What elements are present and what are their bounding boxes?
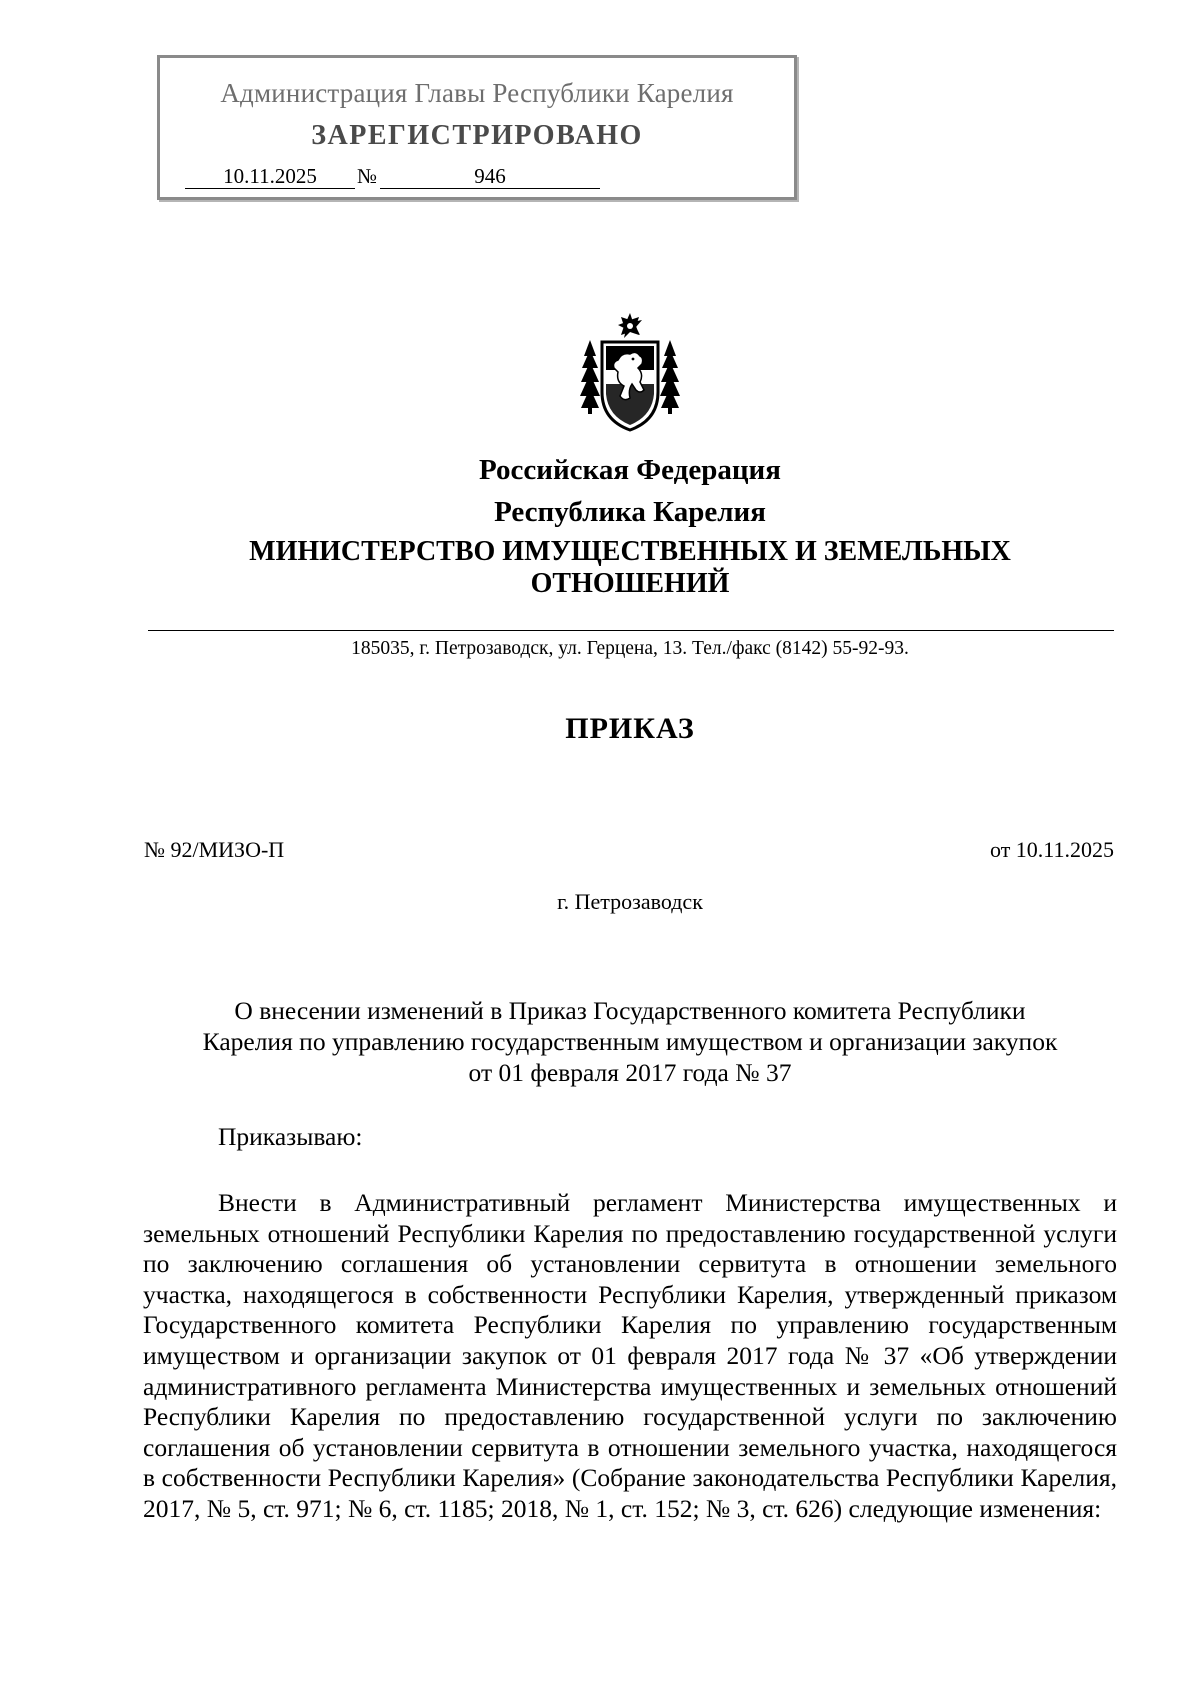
order-body-paragraph: Внести в Административный регламент Министерства имущественных и земельных отношений Республики Карелия по предоставлению государственной услуги по заключению соглашения об установлении сервитута в отношении земельного участка, находящегося в собственности Республики Карелия, утвержденный приказом Государственного комитета Республики Карелия по управлению государственным имуществом и организации закупок от 01 февраля 2017 года № 37 «Об утверждении административного регламента Министерства имущественных и земельных отношений Республики Карелия по предоставлению государственной услуги по заключению соглашения об установлении сервитута в отношении земельного участка, находящегося в собственности Республики Карелия» (Собрание законодательства Республики Карелия, 2017, № 5, ст. 971; № 6, ст. 1185; 2018, № 1, ст. 152; № 3, ст. 626) следующие изменения: <box>143 1188 1117 1523</box>
header-ministry-line1: МИНИСТЕРСТВО ИМУЩЕСТВЕННЫХ И ЗЕМЕЛЬНЫХ <box>249 536 1011 567</box>
header-country: Российская Федерация <box>479 454 781 486</box>
order-title <box>142 995 1118 1088</box>
document-type: ПРИКАЗ <box>565 712 695 745</box>
order-title-line1: О внесении изменений в Приказ Государственного комитета Республики <box>234 996 1026 1025</box>
order-city: г. Петрозаводск <box>557 889 703 914</box>
stamp-authority: Администрация Главы Республики Карелия <box>220 78 734 108</box>
stamp-number: 946 <box>380 164 600 189</box>
header-ministry <box>140 536 1120 600</box>
header-address: 185035, г. Петрозаводск, ул. Герцена, 13. Тел./факс (8142) 55-92-93. <box>351 638 909 659</box>
registration-stamp <box>157 55 797 200</box>
order-title-line2: Карелия по управлению государственным имуществом и организации закупок <box>202 1027 1058 1056</box>
stamp-date: 10.11.2025 <box>185 164 355 189</box>
order-directive: Приказываю: <box>218 1122 363 1151</box>
order-date: от 10.11.2025 <box>989 837 1114 862</box>
stamp-registration-line <box>185 164 600 189</box>
order-number: № 92/МИЗО-П <box>144 837 285 862</box>
header-divider <box>148 630 1114 631</box>
stamp-status: ЗАРЕГИСТРИРОВАНО <box>311 120 643 151</box>
stamp-number-sign: № <box>357 164 378 188</box>
coat-of-arms-icon <box>578 312 682 436</box>
header-republic: Республика Карелия <box>494 496 766 528</box>
order-title-line3: от 01 февраля 2017 года № 37 <box>468 1058 792 1087</box>
header-ministry-line2: ОТНОШЕНИЙ <box>530 568 730 599</box>
